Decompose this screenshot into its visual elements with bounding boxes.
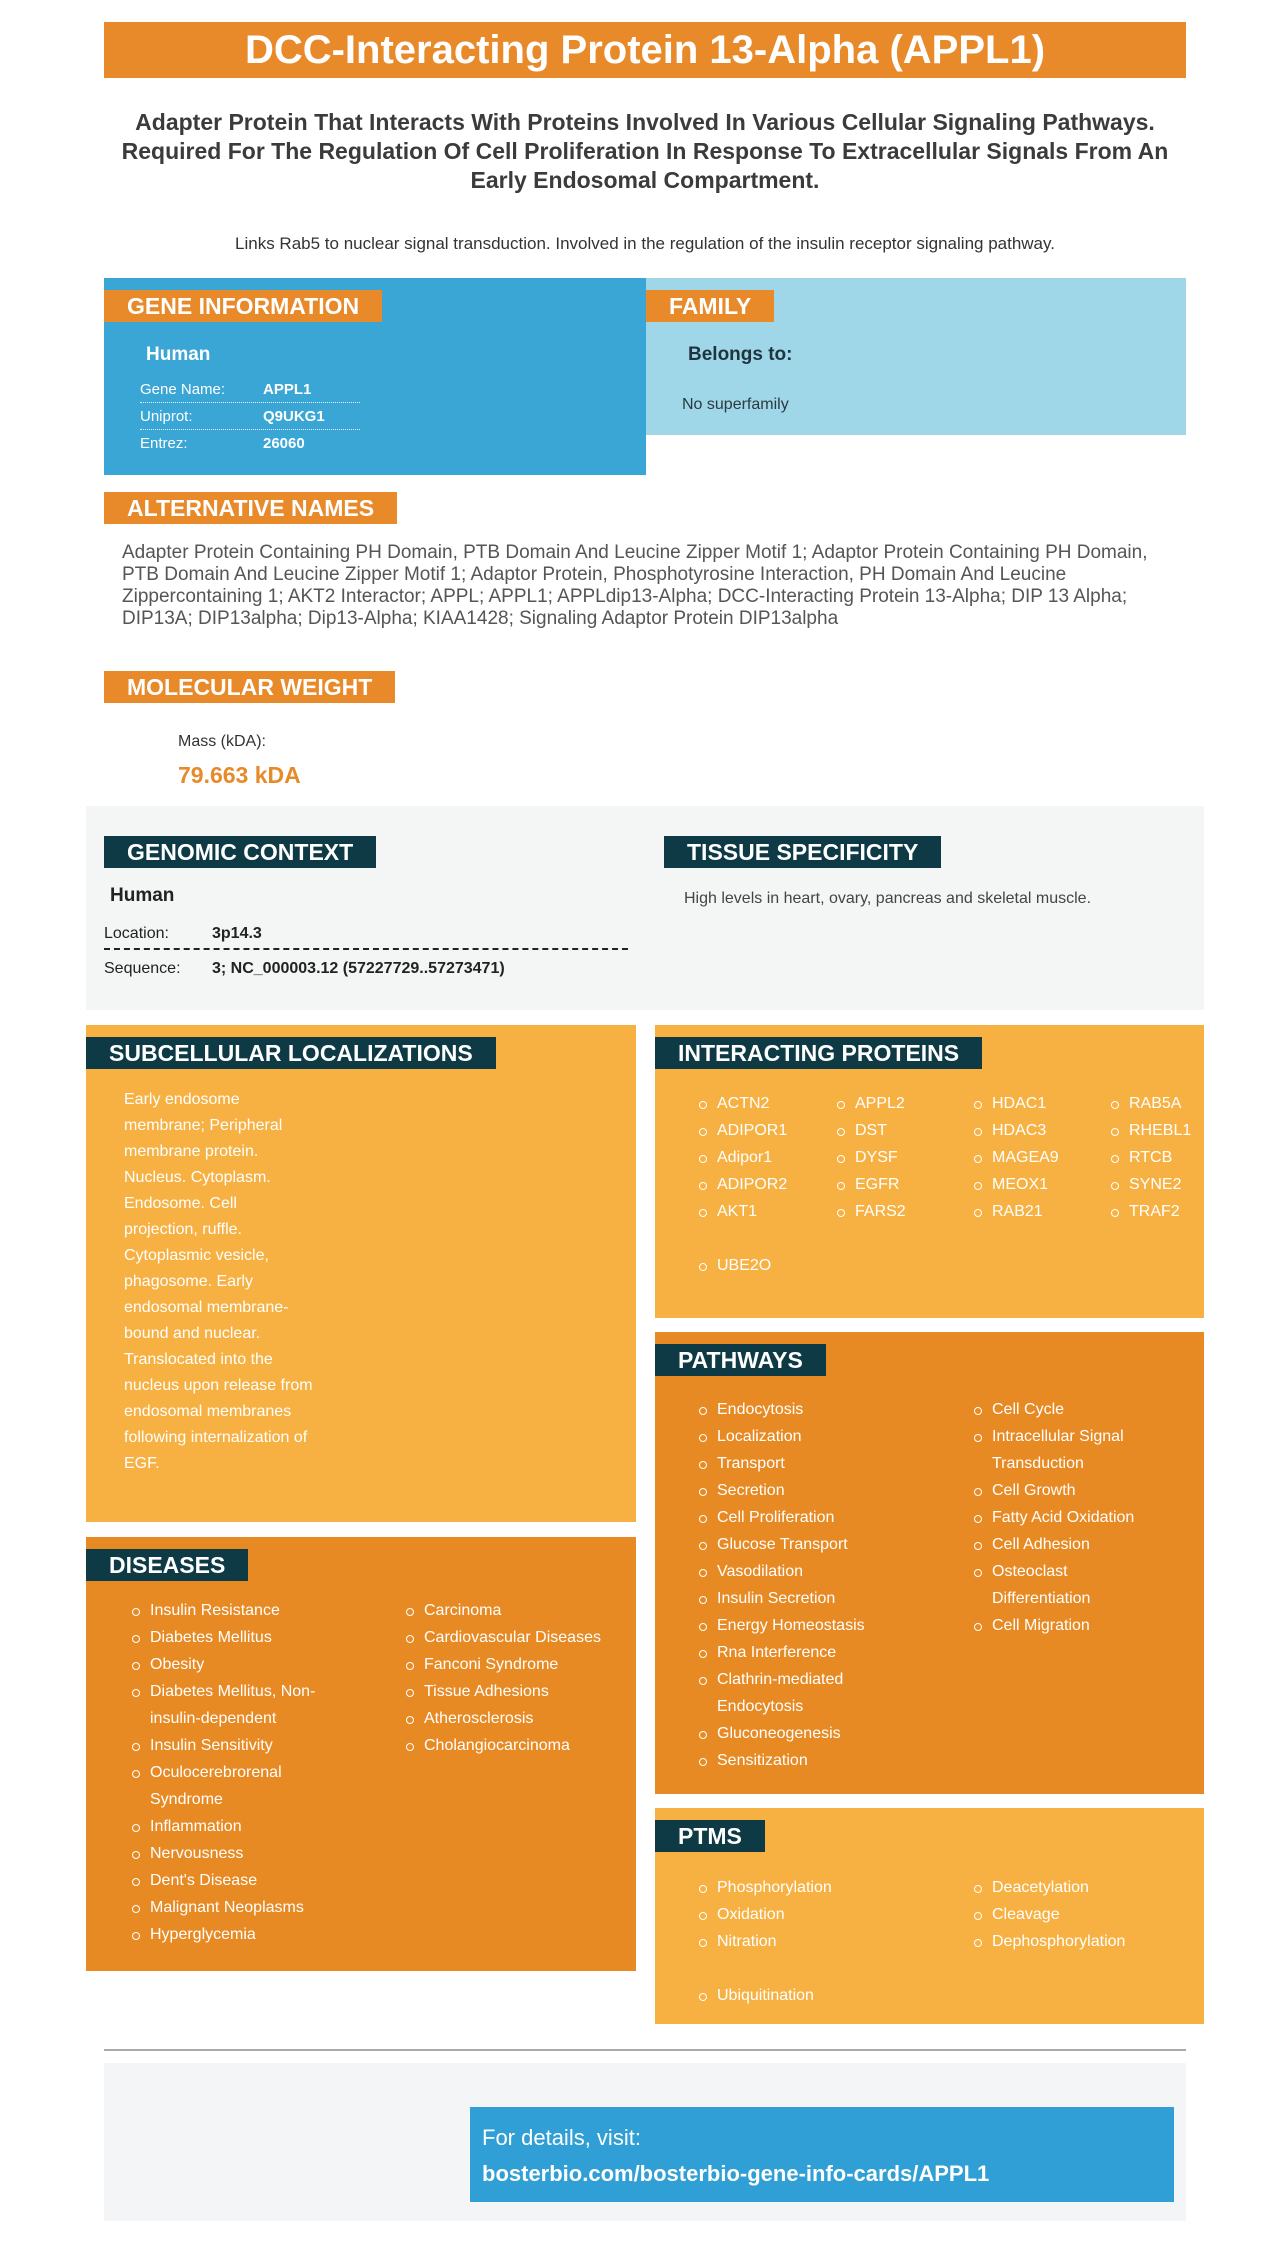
protein-summary: Links Rab5 to nuclear signal transduction. Involved in the regulation of the insulin receptor signaling pathway.: [235, 234, 1055, 253]
family-section: [646, 278, 1186, 435]
ptm-item: Deacetylation: [972, 1874, 1172, 1901]
details-label: For details, visit:: [482, 2125, 641, 2150]
ptm-item: Ubiquitination: [697, 1982, 937, 2009]
ptm-item: Phosphorylation: [697, 1874, 937, 1901]
diseases-list-2: [404, 1597, 629, 1759]
protein-item: DYSF: [835, 1144, 955, 1171]
pathway-item: Cell Migration: [972, 1612, 1162, 1639]
interacting-list-3: [972, 1090, 1092, 1225]
mass-value: 79.663 kDA: [178, 762, 301, 788]
family-value: No superfamily: [682, 396, 789, 413]
pathway-item: Rna Interference: [697, 1639, 937, 1666]
mass-label: Mass (kDA):: [178, 733, 266, 750]
disease-item: Nervousness: [130, 1840, 330, 1867]
pathway-item: Localization: [697, 1423, 937, 1450]
family-header: FAMILY: [646, 290, 774, 322]
protein-item: ADIPOR1: [697, 1117, 817, 1144]
protein-item: DST: [835, 1117, 955, 1144]
protein-item: APPL2: [835, 1090, 955, 1117]
disease-item: Inflammation: [130, 1813, 330, 1840]
ptms-list-extra: [697, 1982, 937, 2009]
ptms-list-2: [972, 1874, 1172, 1955]
ptms-header: PTMS: [655, 1820, 765, 1852]
pathways-list-2: [972, 1396, 1162, 1639]
uniprot-row: [140, 403, 360, 430]
gene-information-section: [104, 278, 646, 475]
alternative-names-text: Adapter Protein Containing PH Domain, PTB Domain And Leucine Zipper Motif 1; Adaptor Protein Containing PH Domain, PTB Domain And Leucine Zipper Motif 1; Adaptor Protein, Phosphotyrosine Interaction, PH Domain And Leucine Zippercontaining 1; AKT2 Interactor; APPL; APPL1; APPLdip13-Alpha; DCC-Interacting Protein 13-Alpha; DIP 13 Alpha; DIP13A; DIP13alpha; Dip13-Alpha; KIAA1428; Signaling Adaptor Protein DIP13alpha: [122, 542, 1148, 629]
pathway-item: Osteoclast Differentiation: [972, 1558, 1102, 1612]
ptms-section: [655, 1808, 1204, 2024]
disease-item: Hyperglycemia: [130, 1921, 330, 1948]
disease-item: Tissue Adhesions: [404, 1678, 629, 1705]
location-value: 3p14.3: [212, 925, 262, 942]
disease-item: Cholangiocarcinoma: [404, 1732, 629, 1759]
disease-item: Oculocerebrorenal Syndrome: [130, 1759, 330, 1813]
sequence-label: Sequence:: [104, 960, 181, 977]
family-belongs-label: Belongs to:: [688, 344, 793, 365]
protein-item: HDAC3: [972, 1117, 1092, 1144]
disease-item: Cardiovascular Diseases: [404, 1624, 629, 1651]
sequence-row: [104, 954, 628, 984]
protein-item: AKT1: [697, 1198, 817, 1225]
pathways-header: PATHWAYS: [655, 1344, 826, 1376]
disease-item: Atherosclerosis: [404, 1705, 629, 1732]
gene-name-row: [140, 376, 360, 403]
pathway-item: Secretion: [697, 1477, 937, 1504]
interacting-list-1: [697, 1090, 817, 1225]
disease-item: Diabetes Mellitus, Non-insulin-dependent: [130, 1678, 330, 1732]
subcellular-section: [86, 1025, 636, 1522]
protein-item: TRAF2: [1109, 1198, 1204, 1225]
protein-item: RAB5A: [1109, 1090, 1204, 1117]
gene-info-table: [140, 376, 360, 457]
pathway-item: Gluconeogenesis: [697, 1720, 937, 1747]
uniprot-label: Uniprot:: [140, 407, 193, 425]
pathway-item: Cell Growth: [972, 1477, 1162, 1504]
protein-item: ACTN2: [697, 1090, 817, 1117]
sequence-value: 3; NC_000003.12 (57227729..57273471): [212, 960, 505, 977]
details-link-box[interactable]: [470, 2107, 1174, 2202]
footer-divider: [104, 2049, 1186, 2051]
ptm-item: Oxidation: [697, 1901, 937, 1928]
pathway-item: Energy Homeostasis: [697, 1612, 937, 1639]
interacting-list-4: [1109, 1090, 1204, 1225]
pathways-section: [655, 1332, 1204, 1794]
disease-item: Obesity: [130, 1651, 330, 1678]
details-url-link[interactable]: bosterbio.com/bosterbio-gene-info-cards/APPL1: [482, 2161, 990, 2186]
entrez-label: Entrez:: [140, 435, 188, 452]
protein-item: UBE2O: [697, 1252, 817, 1279]
ptm-item: Dephosphorylation: [972, 1928, 1172, 1955]
protein-item: RTCB: [1109, 1144, 1204, 1171]
pathway-item: Intracellular Signal Transduction: [972, 1423, 1162, 1477]
diseases-header: DISEASES: [86, 1549, 248, 1581]
protein-item: HDAC1: [972, 1090, 1092, 1117]
disease-item: Malignant Neoplasms: [130, 1894, 330, 1921]
protein-item: RAB21: [972, 1198, 1092, 1225]
molecular-weight-header: MOLECULAR WEIGHT: [104, 671, 395, 703]
gene-name-label: Gene Name:: [140, 380, 226, 398]
diseases-section: [86, 1537, 636, 1971]
gene-name-value: APPL1: [263, 380, 312, 398]
gene-information-header: GENE INFORMATION: [104, 290, 382, 322]
protein-item: Adipor1: [697, 1144, 817, 1171]
protein-item: ADIPOR2: [697, 1171, 817, 1198]
alternative-names-header: ALTERNATIVE NAMES: [104, 492, 397, 524]
subcellular-text: Early endosome membrane; Peripheral membrane protein. Nucleus. Cytoplasm. Endosome. Cell projection, ruffle. Cytoplasmic vesicle, phagosome. Early endosomal membrane-bound and nuclear. Translocated into the nucleus upon release from endosomal membranes following internalization of EGF.: [124, 1091, 313, 1472]
interacting-list-2: [835, 1090, 955, 1225]
ptm-item: Cleavage: [972, 1901, 1172, 1928]
interacting-list-extra: [697, 1252, 817, 1279]
protein-item: SYNE2: [1109, 1171, 1204, 1198]
pathway-item: Endocytosis: [697, 1396, 937, 1423]
pathway-item: Cell Cycle: [972, 1396, 1162, 1423]
uniprot-value: Q9UKG1: [263, 407, 325, 425]
protein-item: FARS2: [835, 1198, 955, 1225]
protein-item: EGFR: [835, 1171, 955, 1198]
tissue-specificity-text: High levels in heart, ovary, pancreas and skeletal muscle.: [684, 890, 1092, 907]
protein-description: Adapter Protein That Interacts With Proteins Involved In Various Cellular Signaling Pathways. Required For The Regulation Of Cell Proliferation In Response To Extracellular Signals From An Early Endosomal Compartment.: [121, 109, 1169, 193]
page-title: DCC-Interacting Protein 13-Alpha (APPL1): [104, 22, 1186, 78]
ptm-item: Nitration: [697, 1928, 937, 1955]
interacting-proteins-section: [655, 1025, 1204, 1318]
entrez-value: 26060: [263, 435, 305, 452]
pathways-list-1: [697, 1396, 937, 1774]
disease-item: Carcinoma: [404, 1597, 629, 1624]
pathway-item: Vasodilation: [697, 1558, 937, 1585]
disease-item: Insulin Resistance: [130, 1597, 330, 1624]
genomic-context-header: GENOMIC CONTEXT: [104, 836, 376, 868]
ptms-list-1: [697, 1874, 937, 1955]
subcellular-header: SUBCELLULAR LOCALIZATIONS: [86, 1037, 496, 1069]
pathway-item: Insulin Secretion: [697, 1585, 937, 1612]
pathway-item: Cell Proliferation: [697, 1504, 937, 1531]
diseases-list-1: [130, 1597, 330, 1948]
protein-item: RHEBL1: [1109, 1117, 1204, 1144]
disease-item: Fanconi Syndrome: [404, 1651, 629, 1678]
pathway-item: Fatty Acid Oxidation: [972, 1504, 1162, 1531]
disease-item: Diabetes Mellitus: [130, 1624, 330, 1651]
pathway-item: Transport: [697, 1450, 937, 1477]
pathway-item: Glucose Transport: [697, 1531, 937, 1558]
genomic-species: Human: [110, 885, 175, 906]
disease-item: Dent's Disease: [130, 1867, 330, 1894]
interacting-proteins-header: INTERACTING PROTEINS: [655, 1037, 982, 1069]
disease-item: Insulin Sensitivity: [130, 1732, 330, 1759]
pathway-item: Sensitization: [697, 1747, 937, 1774]
protein-item: MAGEA9: [972, 1144, 1092, 1171]
location-row: [104, 920, 628, 950]
protein-item: MEOX1: [972, 1171, 1092, 1198]
entrez-row: [140, 430, 360, 457]
pathway-item: Clathrin-mediated Endocytosis: [697, 1666, 867, 1720]
pathway-item: Cell Adhesion: [972, 1531, 1162, 1558]
location-label: Location:: [104, 925, 169, 942]
tissue-specificity-header: TISSUE SPECIFICITY: [664, 836, 941, 868]
gene-species: Human: [146, 344, 211, 365]
